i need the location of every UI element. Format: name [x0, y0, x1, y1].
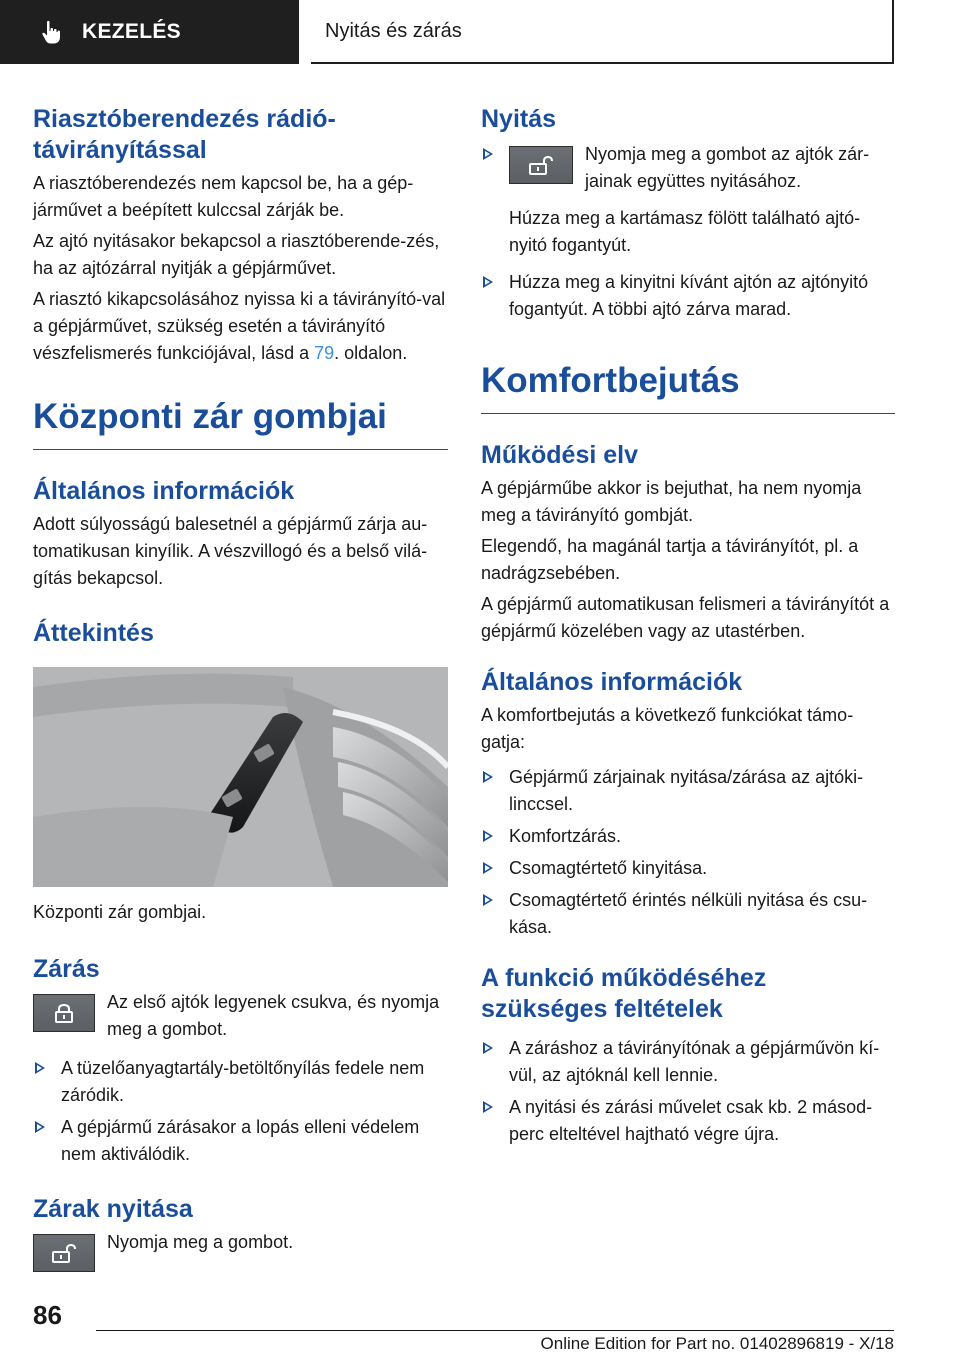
list-item-text: A tüzelőanyagtartály-betöltőnyílás fedele nem záródik. [61, 1058, 425, 1105]
list-item-text: Csomagtértető érintés nélküli nyitása és csu-kása. [509, 890, 868, 937]
left-column [33, 100, 448, 1272]
overview-heading: Áttekintés [33, 619, 154, 647]
central-lock-photo [33, 667, 448, 887]
list-item [481, 141, 895, 259]
alarm-heading: Riasztóberendezés rádió-távirányítással [33, 105, 336, 164]
triangle-bullet-icon [483, 1042, 493, 1054]
triangle-bullet-icon [483, 148, 493, 160]
right-column [481, 100, 895, 1153]
header-chapter-box [311, 0, 894, 64]
lock-heading: Zárás [33, 955, 100, 983]
hand-pointer-icon [38, 19, 64, 45]
list-item [481, 269, 895, 323]
principle-paragraph-1: A gépjárműbe akkor is bejuthat, ha nem nyomja meg a távirányító gombját. [481, 478, 862, 525]
list-item [33, 1114, 448, 1168]
list-item [481, 823, 895, 850]
list-item [481, 855, 895, 882]
list-item-text: Húzza meg a kinyitni kívánt ajtón az ajtónyitó fogantyút. A többi ajtó zárva marad. [509, 272, 869, 319]
triangle-bullet-icon [483, 830, 493, 842]
open-heading: Nyitás [481, 105, 557, 133]
conditions-bullet-list [481, 1035, 895, 1148]
general-info-paragraph: Adott súlyosságú balesetnél a gépjármű zárja au-tomatikusan kinyílik. A vészvillogó és a belső vilá-gítás bekapcsol. [33, 514, 428, 588]
lock-bullet-list [33, 1055, 448, 1168]
comfort-general-heading: Általános információk [481, 668, 743, 696]
conditions-heading: A funkció működéséhez szükséges feltételek [481, 964, 767, 1023]
triangle-bullet-icon [35, 1062, 45, 1074]
padlock-open-icon [51, 1243, 77, 1263]
page-link[interactable]: 79 [314, 343, 335, 363]
general-info-heading: Általános információk [33, 477, 295, 505]
unlock-button-image [33, 1234, 95, 1272]
principle-paragraph-3: A gépjármű automatikusan felismeri a távirányítót a gépjármű közelében vagy az utastérben. [481, 594, 890, 641]
page-number: 86 [33, 1300, 62, 1330]
list-item [481, 887, 895, 941]
door-panel-illustration [33, 667, 448, 887]
central-lock-heading: Központi zár gombjai [33, 395, 448, 450]
unlock-key-row [33, 1229, 448, 1272]
section-label: KEZELÉS [82, 20, 181, 43]
principle-heading: Működési elv [481, 441, 638, 469]
list-item-text: Komfortzárás. [509, 826, 622, 846]
chapter-label: Nyitás és zárás [325, 19, 462, 42]
list-item-text: Csomagtértető kinyitása. [509, 858, 708, 878]
alarm-p3-text: A riasztó kikapcsolásához nyissa ki a távirányító-val a gépjárművet, szükség esetén a távirányító vészfelismerés funkciójával, lásd a [33, 289, 446, 363]
comfort-bullet-list [481, 764, 895, 941]
comfort-general-paragraph: A komfortbejutás a következő funkciókat támo-gatja: [481, 705, 854, 752]
triangle-bullet-icon [483, 862, 493, 874]
alarm-paragraph-1: A riasztóberendezés nem kapcsol be, ha a gép-járművet a beépített kulccsal zárják be. [33, 173, 414, 220]
triangle-bullet-icon [35, 1121, 45, 1133]
triangle-bullet-icon [483, 276, 493, 288]
list-item [481, 764, 895, 818]
alarm-paragraph-2: Az ajtó nyitásakor bekapcsol a riasztóberende-zés, ha az ajtózárral nyitják a gépjárművet. [33, 231, 440, 278]
triangle-bullet-icon [483, 894, 493, 906]
list-item-text: A gépjármű zárásakor a lopás elleni védelem nem aktiválódik. [61, 1117, 420, 1164]
photo-caption: Központi zár gombjai. [33, 902, 207, 922]
padlock-open-icon [528, 155, 554, 175]
footer-divider [96, 1330, 894, 1331]
unlock-instruction: Nyomja meg a gombot. [107, 1232, 294, 1252]
alarm-p3-suffix: . oldalon. [334, 343, 408, 363]
list-item-text: Gépjármű zárjainak nyitása/zárása az ajtóki-linccsel. [509, 767, 864, 814]
open-key-instruction-2: Húzza meg a kartámasz fölött található ajtó-nyitó fogantyút. [509, 208, 861, 255]
open-bullet-list [481, 141, 895, 323]
principle-paragraph-2: Elegendő, ha magánál tartja a távirányítót, pl. a nadrágzsebében. [481, 536, 859, 583]
list-item-text: A nyitási és zárási művelet csak kb. 2 másod-perc elteltével hajtható végre újra. [509, 1097, 873, 1144]
padlock-closed-icon [53, 1003, 75, 1023]
triangle-bullet-icon [483, 1101, 493, 1113]
open-key-row [509, 141, 895, 195]
list-item [33, 1055, 448, 1109]
list-item [481, 1094, 895, 1148]
list-item [481, 1035, 895, 1089]
open-key-instruction: Nyomja meg a gombot az ajtók zár-jainak együttes nyitásához. [585, 144, 870, 191]
header-section-tab [0, 0, 299, 64]
triangle-bullet-icon [483, 771, 493, 783]
footer-edition: Online Edition for Part no. 01402896819 - X/18 [540, 1334, 894, 1353]
lock-instruction: Az első ajtók legyenek csukva, és nyomja meg a gombot. [107, 992, 440, 1039]
list-item-text: A záráshoz a távirányítónak a gépjárművön kí-vül, az ajtóknál kell lennie. [509, 1038, 880, 1085]
alarm-paragraph-3 [33, 286, 448, 367]
lock-button-image [33, 994, 95, 1032]
lock-key-row [33, 989, 448, 1043]
comfort-access-heading: Komfortbejutás [481, 359, 895, 414]
open-button-image [509, 146, 573, 184]
unlock-heading: Zárak nyitása [33, 1195, 193, 1223]
